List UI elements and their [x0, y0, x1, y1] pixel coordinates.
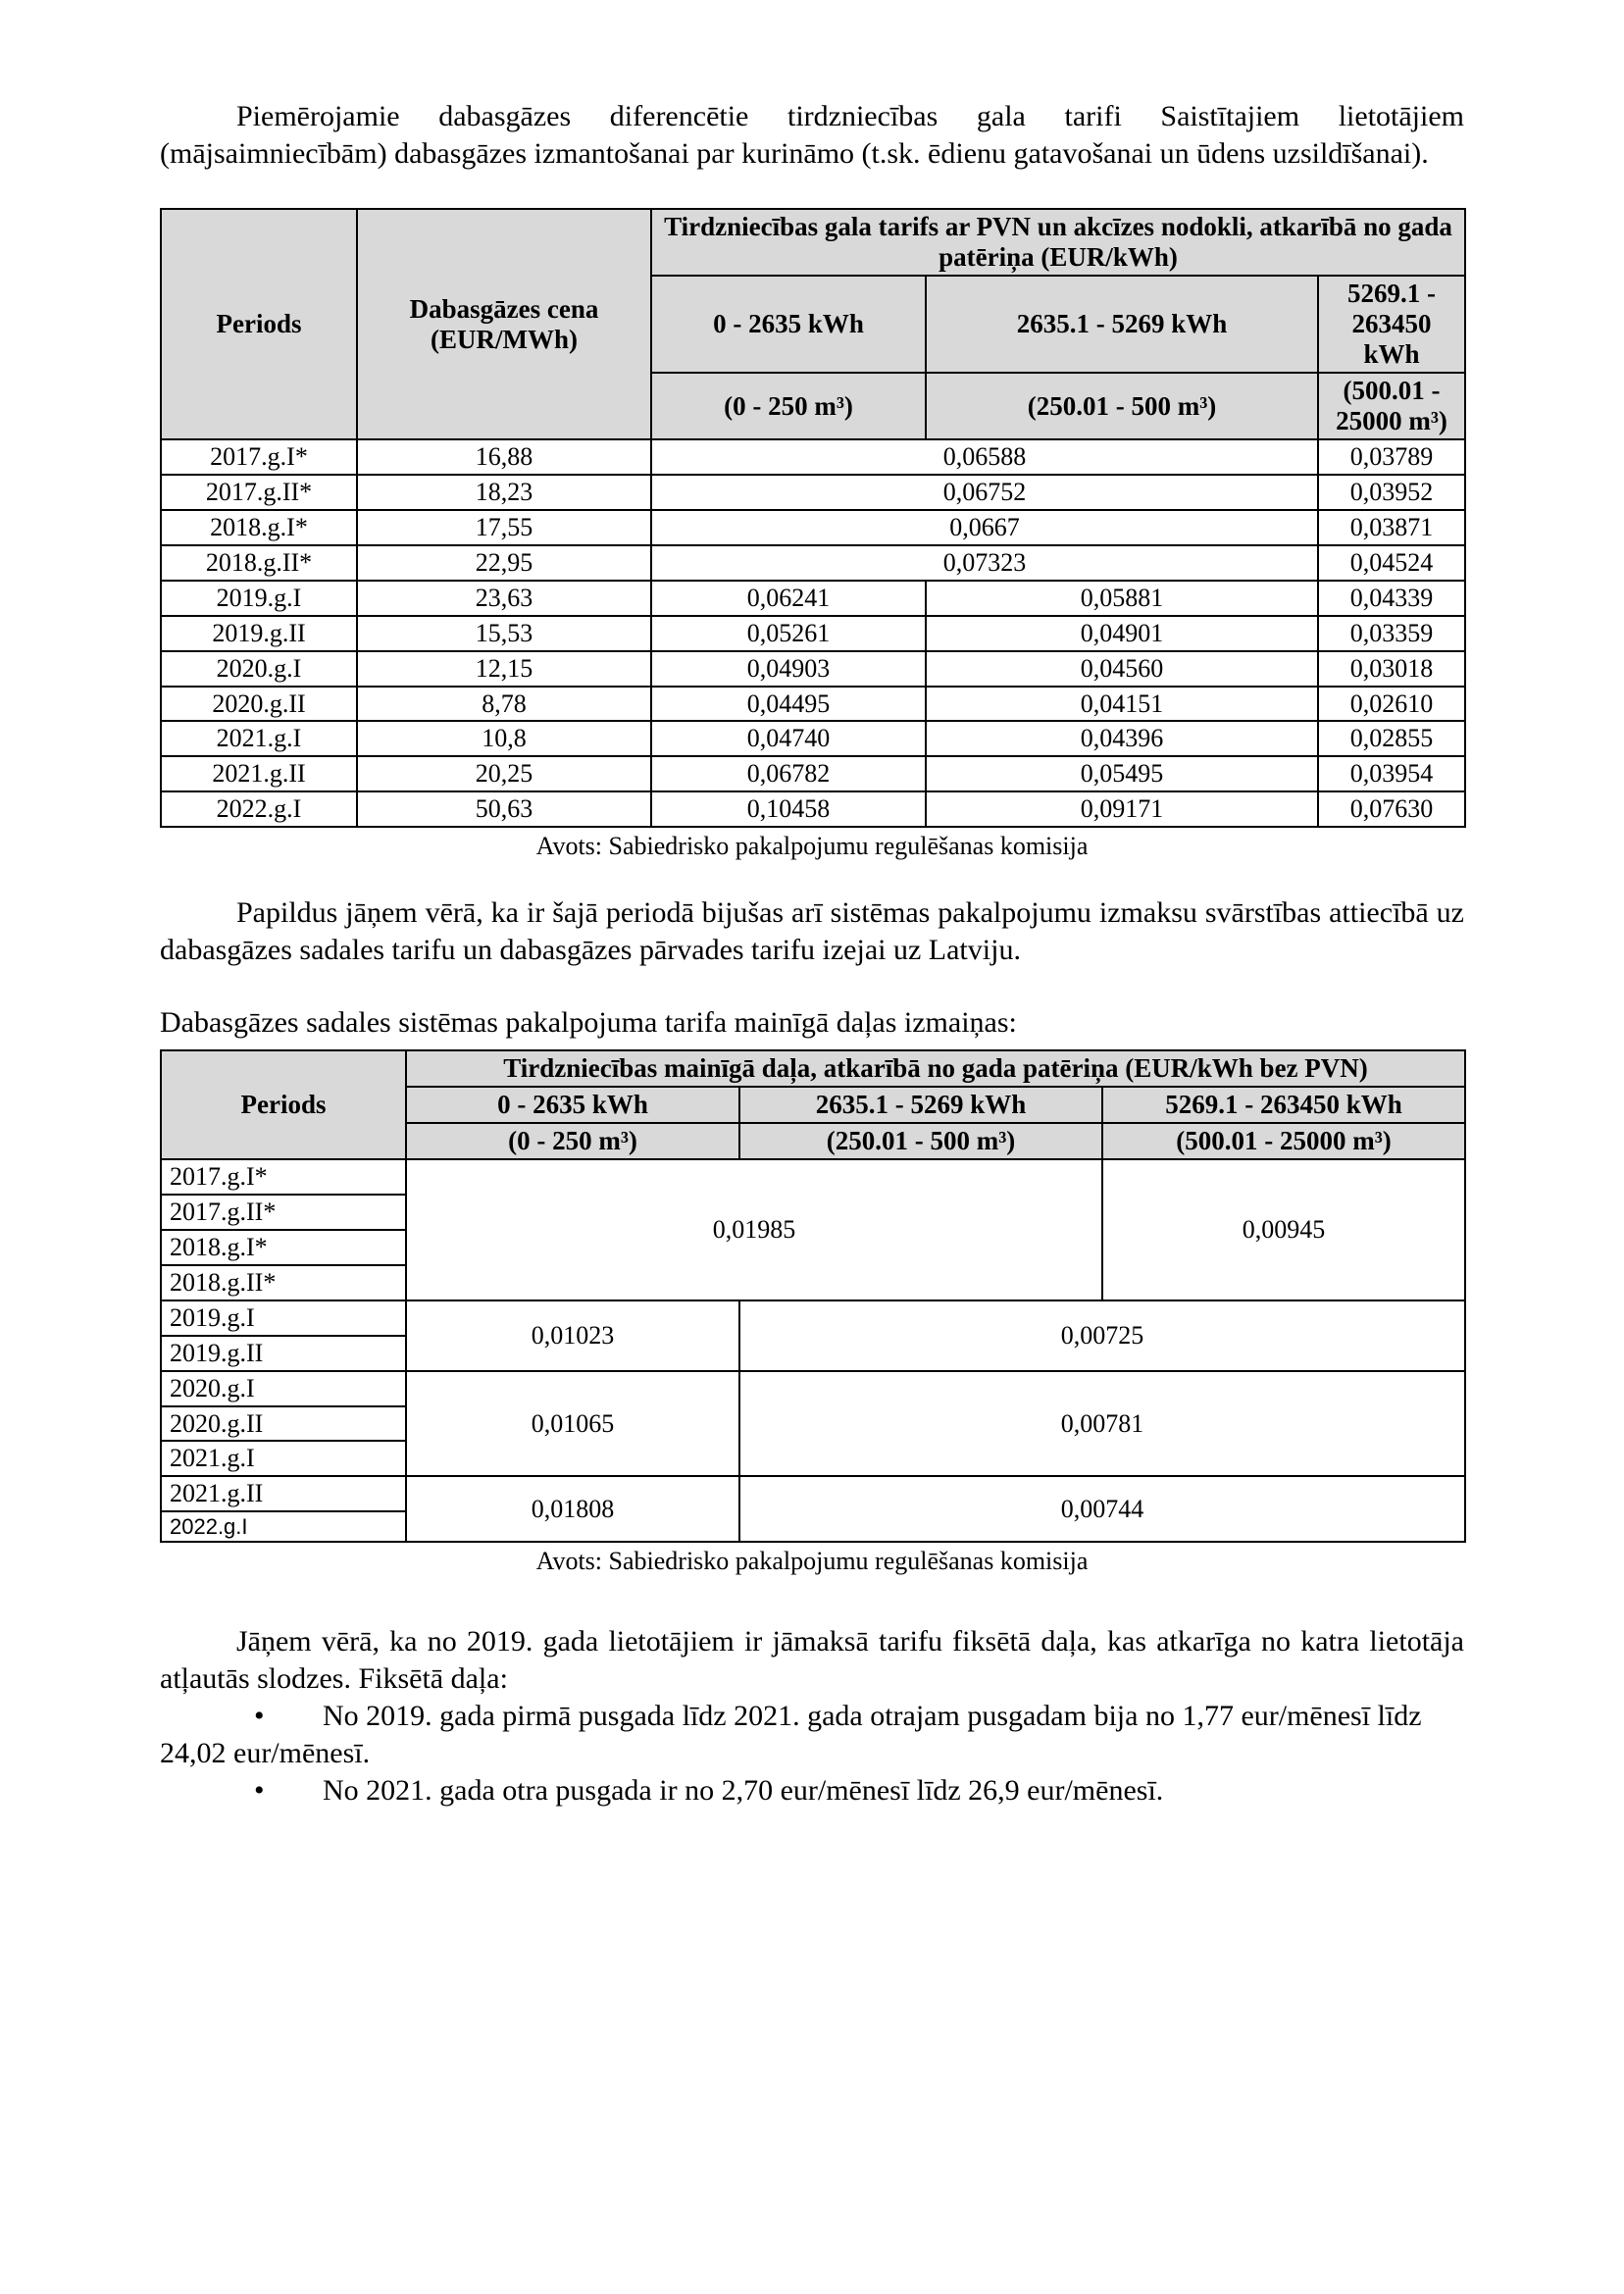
- table-row: [161, 756, 1465, 791]
- period-cell: 2020.g.I: [161, 651, 357, 687]
- tariff-table-section: [160, 208, 1464, 861]
- header-cell-m3-range: (0 - 250 m³): [651, 373, 926, 439]
- tariff-cell: 0,04560: [926, 651, 1318, 687]
- period-cell: 2021.g.II: [161, 1476, 406, 1511]
- tariff-cell: 0,01023: [406, 1300, 739, 1371]
- table-row: [161, 1476, 1465, 1511]
- period-cell: 2022.g.I: [161, 791, 357, 827]
- header-cell-group-title: Tirdzniecības mainīgā daļa, atkarībā no gada patēriņa (EUR/kWh bez PVN): [406, 1050, 1465, 1087]
- period-cell: 2019.g.II: [161, 616, 357, 651]
- period-cell: 2020.g.II: [161, 1406, 406, 1442]
- tariff-cell: 0,07323: [651, 545, 1318, 581]
- tariff-cell: 0,03018: [1318, 651, 1465, 687]
- header-cell-m3-range: (500.01 - 25000 m³): [1102, 1123, 1465, 1159]
- header-cell-kwh-range: 5269.1 - 263450 kWh: [1102, 1087, 1465, 1123]
- period-cell: 2019.g.I: [161, 1300, 406, 1336]
- price-cell: 8,78: [357, 687, 651, 722]
- bullet-text: No 2019. gada pirmā pusgada līdz 2021. gada otrajam pusgadam bija no 1,77 eur/mēnesī līdz 24,02 eur/mēnesī.: [160, 1700, 1422, 1770]
- header-cell-kwh-range: 0 - 2635 kWh: [651, 276, 926, 373]
- tariff-cell: 0,00725: [739, 1300, 1465, 1371]
- tariff-cell: 0,04339: [1318, 581, 1465, 616]
- period-cell: 2017.g.I*: [161, 1159, 406, 1195]
- table-row: [161, 475, 1465, 510]
- tariff-cell: 0,04901: [926, 616, 1318, 651]
- tariff-cell: 0,05495: [926, 756, 1318, 791]
- table-row: [161, 1159, 1465, 1195]
- bullet-item: [160, 1698, 1464, 1772]
- period-cell: 2021.g.II: [161, 756, 357, 791]
- header-cell-periods: Periods: [161, 1050, 406, 1159]
- bullet-icon: •: [254, 1700, 265, 1733]
- table-header-row: [161, 209, 1465, 276]
- tariff-cell: 0,01985: [406, 1159, 1102, 1300]
- period-cell: 2017.g.II*: [161, 1195, 406, 1230]
- period-cell: 2019.g.I: [161, 581, 357, 616]
- price-cell: 12,15: [357, 651, 651, 687]
- bullet-icon: •: [254, 1774, 265, 1808]
- header-cell-kwh-range: 5269.1 - 263450 kWh: [1318, 276, 1465, 373]
- table-row: [161, 651, 1465, 687]
- price-cell: 18,23: [357, 475, 651, 510]
- tariff-cell: 0,05881: [926, 581, 1318, 616]
- tariff-cell: 0,06782: [651, 756, 926, 791]
- tariff-cell: 0,02855: [1318, 721, 1465, 756]
- tariff-cell: 0,03789: [1318, 439, 1465, 475]
- tariff-cell: 0,01808: [406, 1476, 739, 1542]
- price-cell: 16,88: [357, 439, 651, 475]
- header-cell-m3-range: (250.01 - 500 m³): [926, 373, 1318, 439]
- period-cell: 2018.g.I*: [161, 510, 357, 545]
- header-cell-m3-range: (500.01 - 25000 m³): [1318, 373, 1465, 439]
- price-cell: 20,25: [357, 756, 651, 791]
- tariff-cell: 0,04151: [926, 687, 1318, 722]
- header-cell-periods: Periods: [161, 209, 357, 439]
- header-cell-tariff-group: Tirdzniecības gala tarifs ar PVN un akcīzes nodokli, atkarībā no gada patēriņa (EUR/kWh): [651, 209, 1465, 276]
- tariff-cell: 0,09171: [926, 791, 1318, 827]
- price-cell: 23,63: [357, 581, 651, 616]
- tariff-cell: 0,02610: [1318, 687, 1465, 722]
- tariff-cell: 0,0667: [651, 510, 1318, 545]
- period-cell: 2021.g.I: [161, 721, 357, 756]
- tariff-cell: 0,06241: [651, 581, 926, 616]
- table-row: [161, 1371, 1465, 1406]
- table-row: [161, 581, 1465, 616]
- bullet-text: No 2021. gada otra pusgada ir no 2,70 eur/mēnesī līdz 26,9 eur/mēnesī.: [323, 1774, 1164, 1808]
- distribution-table-heading: Dabasgāzes sadales sistēmas pakalpojuma tarifa mainīgā daļas izmaiņas:: [160, 1006, 1017, 1040]
- header-cell-kwh-range: 0 - 2635 kWh: [406, 1087, 739, 1123]
- period-cell: 2022.g.I: [161, 1511, 406, 1542]
- distribution-tariff-table: [160, 1049, 1466, 1543]
- period-cell: 2018.g.II*: [161, 1265, 406, 1300]
- tariff-cell: 0,00744: [739, 1476, 1465, 1542]
- period-cell: 2021.g.I: [161, 1441, 406, 1476]
- price-cell: 10,8: [357, 721, 651, 756]
- middle-paragraph: Papildus jāņem vērā, ka ir šajā periodā bijušas arī sistēmas pakalpojumu izmaksu svārstības attiecībā uz dabasgāzes sadales tarifu un dabasgāzes pārvades tarifu izejai uz Latviju.: [160, 896, 1464, 967]
- tariff-cell: 0,03954: [1318, 756, 1465, 791]
- tariff-cell: 0,04524: [1318, 545, 1465, 581]
- table-row: [161, 616, 1465, 651]
- header-cell-kwh-range: 2635.1 - 5269 kWh: [926, 276, 1318, 373]
- period-cell: 2017.g.II*: [161, 475, 357, 510]
- closing-paragraph: Jāņem vērā, ka no 2019. gada lietotājiem ir jāmaksā tarifu fiksētā daļa, kas atkarīga no katra lietotāja atļautās slodzes. Fiksētā daļa:: [160, 1625, 1464, 1696]
- price-cell: 15,53: [357, 616, 651, 651]
- price-cell: 22,95: [357, 545, 651, 581]
- table-source-caption: Avots: Sabiedrisko pakalpojumu regulēšanas komisija: [535, 832, 1089, 861]
- tariff-cell: 0,00945: [1102, 1159, 1465, 1300]
- tariff-cell: 0,04740: [651, 721, 926, 756]
- table-row: [161, 510, 1465, 545]
- tariff-cell: 0,10458: [651, 791, 926, 827]
- table-row: [161, 545, 1465, 581]
- tariff-cell: 0,04495: [651, 687, 926, 722]
- period-cell: 2020.g.I: [161, 1371, 406, 1406]
- period-cell: 2018.g.I*: [161, 1230, 406, 1265]
- table-row: [161, 687, 1465, 722]
- price-cell: 17,55: [357, 510, 651, 545]
- table-row: [161, 721, 1465, 756]
- tariff-cell: 0,00781: [739, 1371, 1465, 1477]
- header-cell-kwh-range: 2635.1 - 5269 kWh: [739, 1087, 1102, 1123]
- distribution-table-section: [160, 1049, 1464, 1576]
- table-header-row: [161, 1050, 1465, 1087]
- table-source-caption: Avots: Sabiedrisko pakalpojumu regulēšanas komisija: [535, 1547, 1089, 1576]
- tariff-cell: 0,03952: [1318, 475, 1465, 510]
- intro-paragraph: Piemērojamie dabasgāzes diferencētie tirdzniecības gala tarifi Saistītajiem lietotājiem (mājsaimniecībām) dabasgāzes izmantošanai par kurināmo (t.sk. ēdienu gatavošanai un ūdens uzsildīšanai).: [160, 100, 1464, 170]
- tariff-cell: 0,06752: [651, 475, 1318, 510]
- period-cell: 2019.g.II: [161, 1336, 406, 1371]
- tariff-cell: 0,04903: [651, 651, 926, 687]
- tariff-cell: 0,07630: [1318, 791, 1465, 827]
- table-row: [161, 439, 1465, 475]
- table-row: [161, 791, 1465, 827]
- table-row: [161, 1300, 1465, 1336]
- tariff-cell: 0,01065: [406, 1371, 739, 1477]
- period-cell: 2017.g.I*: [161, 439, 357, 475]
- period-cell: 2018.g.II*: [161, 545, 357, 581]
- period-cell: 2020.g.II: [161, 687, 357, 722]
- tariff-cell: 0,05261: [651, 616, 926, 651]
- header-cell-m3-range: (250.01 - 500 m³): [739, 1123, 1102, 1159]
- tariff-cell: 0,03359: [1318, 616, 1465, 651]
- bullet-item: [160, 1772, 1464, 1810]
- header-cell-price: Dabasgāzes cena (EUR/MWh): [357, 209, 651, 439]
- tariff-cell: 0,03871: [1318, 510, 1465, 545]
- price-cell: 50,63: [357, 791, 651, 827]
- header-cell-m3-range: (0 - 250 m³): [406, 1123, 739, 1159]
- tariff-cell: 0,04396: [926, 721, 1318, 756]
- tariff-cell: 0,06588: [651, 439, 1318, 475]
- retail-tariff-table: [160, 208, 1466, 828]
